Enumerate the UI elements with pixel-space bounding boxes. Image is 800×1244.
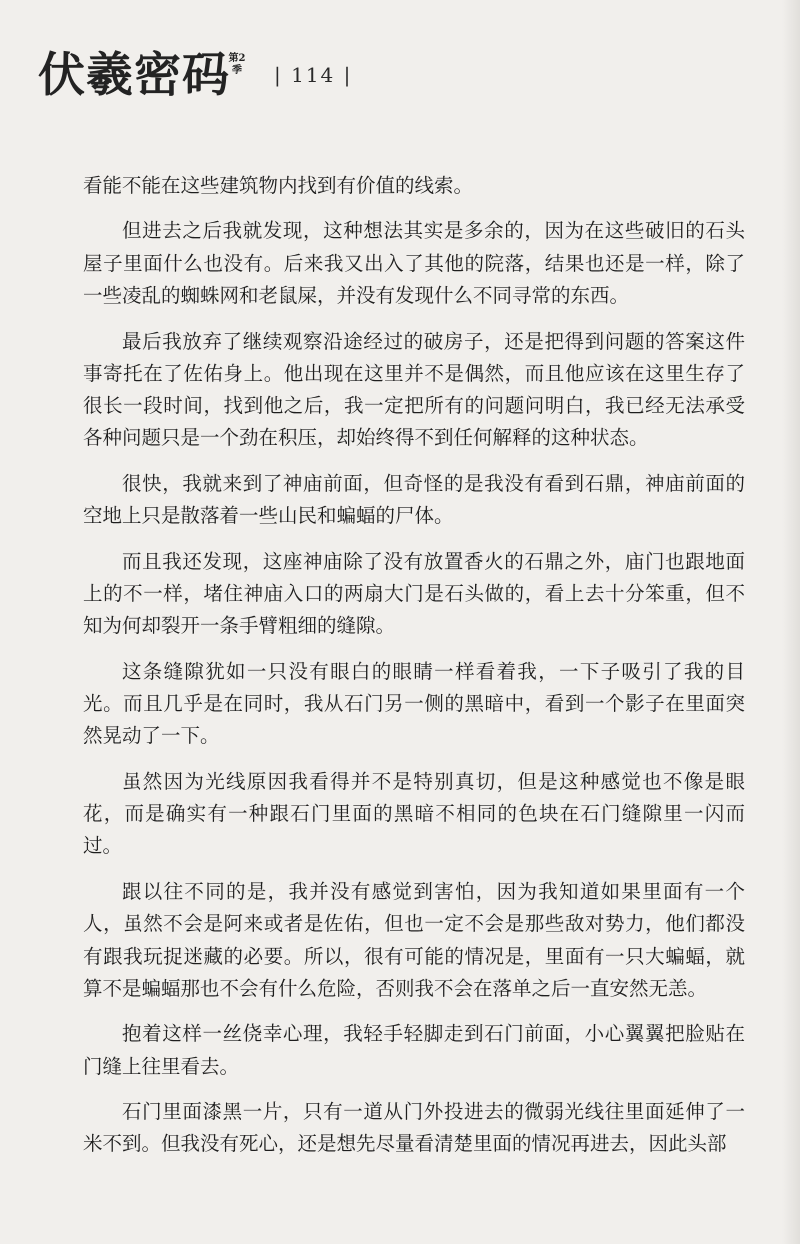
paragraph: 石门里面漆黑一片，只有一道从门外投进去的微弱光线往里面延伸了一米不到。但我没有死心，还是想先尽量看清楚里面的情况再进去，因此头部	[83, 1100, 745, 1156]
body-text	[83, 170, 745, 1174]
paragraph: 但进去之后我就发现，这种想法其实是多余的，因为在这些破旧的石头屋子里面什么也没有。后来我又出入了其他的院落，结果也还是一样，除了一些凌乱的蜘蛛网和老鼠屎，并没有发现什么不同寻常的东西。	[83, 219, 745, 308]
paragraph: 而且我还发现，这座神庙除了没有放置香火的石鼎之外，庙门也跟地面上的不一样，堵住神庙入口的两扇大门是石头做的，看上去十分笨重，但不知为何却裂开一条手臂粗细的缝隙。	[83, 549, 745, 638]
paragraph: 虽然因为光线原因我看得并不是特别真切，但是这种感觉也不像是眼花，而是确实有一种跟石门里面的黑暗不相同的色块在石门缝隙里一闪而过。	[83, 769, 745, 858]
paragraph: 很快，我就来到了神庙前面，但奇怪的是我没有看到石鼎，神庙前面的空地上只是散落着一些山民和蝙蝠的尸体。	[83, 471, 745, 528]
page-header	[38, 48, 738, 108]
paragraph: 跟以往不同的是，我并没有感觉到害怕，因为我知道如果里面有一个人，虽然不会是阿来或者是佐佑，但也一定不会是那些敌对势力，他们都没有跟我玩捉迷藏的必要。所以，很有可能的情况是，里面有一只大蝙蝠，就算不是蝙蝠那也不会有什么危险，否则我不会在落单之后一直安然无恙。	[83, 879, 745, 1000]
book-title: 伏羲密码	[38, 48, 230, 103]
page-edge-shadow	[782, 0, 800, 1244]
paragraph: 抱着这样一丝侥幸心理，我轻手轻脚走到石门前面，小心翼翼把脸贴在门缝上往里看去。	[83, 1022, 745, 1078]
paragraph: 看能不能在这些建筑物内找到有价值的线索。	[83, 174, 474, 197]
season-label: 第2季	[228, 53, 246, 76]
paragraph: 这条缝隙犹如一只没有眼白的眼睛一样看着我，一下子吸引了我的目光。而且几乎是在同时，我从石门另一侧的黑暗中，看到一个影子在里面突然晃动了一下。	[83, 659, 745, 748]
page-number: | 114 |	[274, 63, 353, 87]
paragraph: 最后我放弃了继续观察沿途经过的破房子，还是把得到问题的答案这件事寄托在了佐佑身上。他出现在这里并不是偶然，而且他应该在这里生存了很长一段时间，找到他之后，我一定把所有的问题问明白，我已经无法承受各种问题只是一个劲在积压，却始终得不到任何解释的这种状态。	[83, 329, 745, 450]
